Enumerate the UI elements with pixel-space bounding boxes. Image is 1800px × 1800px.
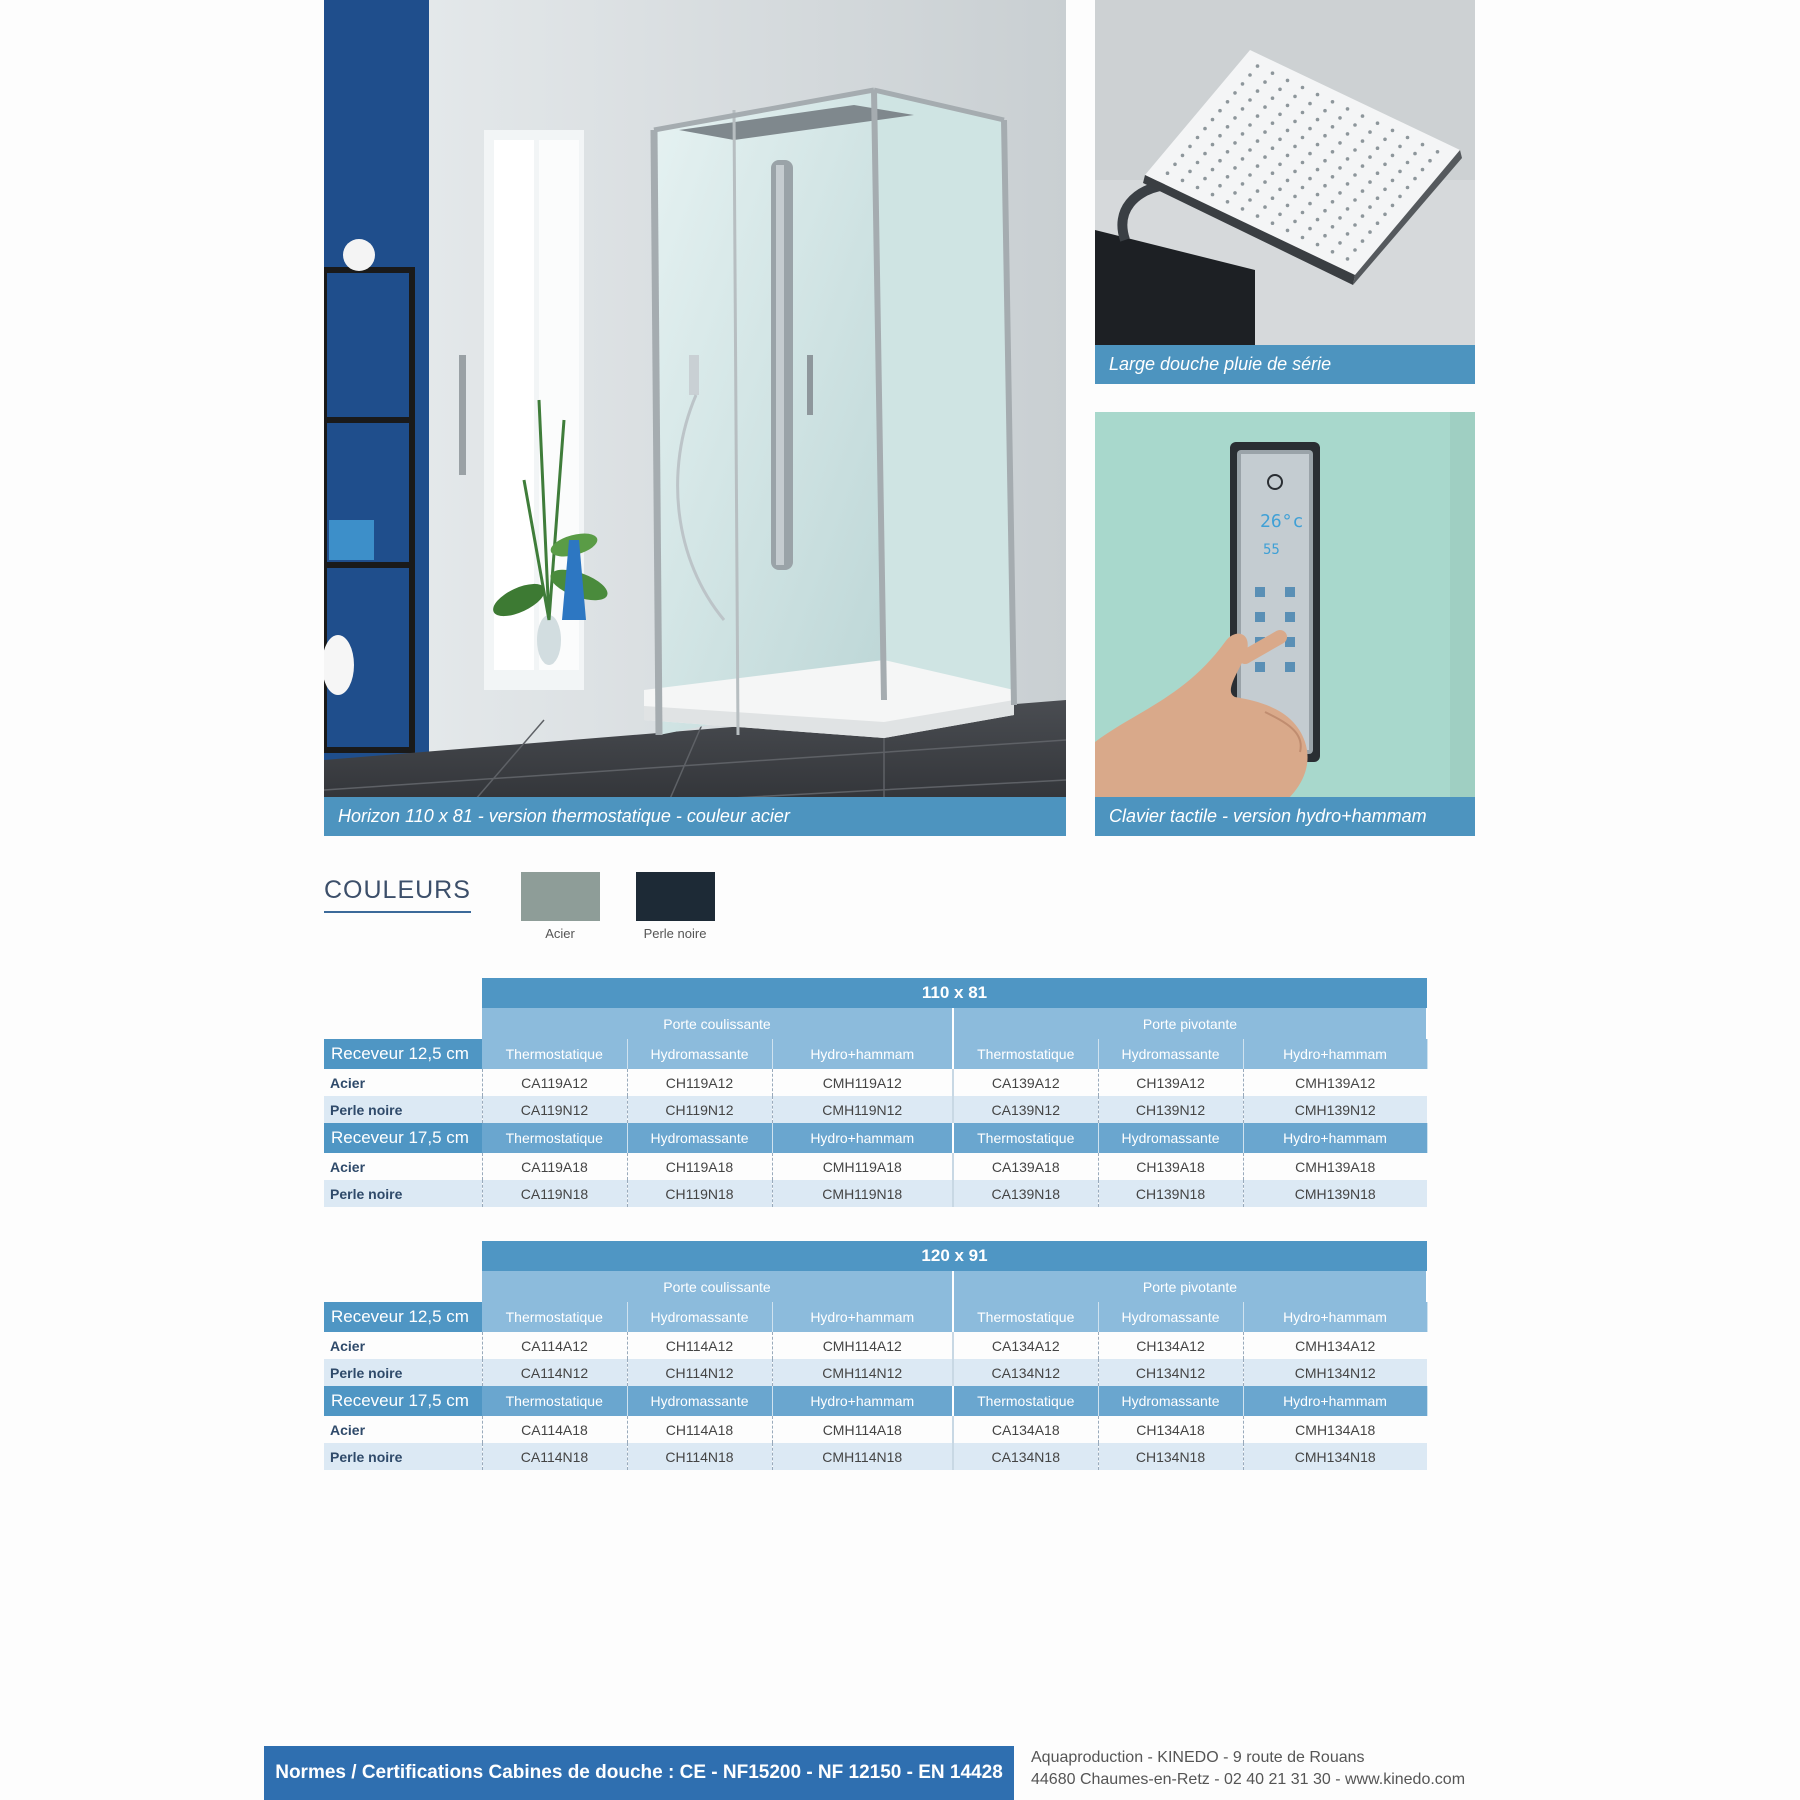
product-code: CA139A18 xyxy=(953,1153,1098,1180)
table-row xyxy=(324,1443,1427,1470)
shower-nozzle-dot xyxy=(1293,170,1297,174)
shower-nozzle-dot xyxy=(1203,152,1207,156)
norms-banner: Normes / Certifications Cabines de douche : CE - NF15200 - NF 12150 - EN 14428 xyxy=(264,1746,1014,1800)
shower-nozzle-dot xyxy=(1301,161,1305,165)
shower-nozzle-dot xyxy=(1376,121,1380,125)
shower-nozzle-dot xyxy=(1391,154,1395,158)
shower-nozzle-dot xyxy=(1166,171,1170,175)
shower-nozzle-dot xyxy=(1301,211,1305,215)
function-header: Hydro+hammam xyxy=(1243,1123,1427,1153)
shower-nozzle-dot xyxy=(1391,179,1395,183)
shower-nozzle-dot xyxy=(1271,121,1275,125)
shower-nozzle-dot xyxy=(1278,188,1282,192)
product-code: CH114A12 xyxy=(627,1332,772,1359)
shower-nozzle-dot xyxy=(1301,186,1305,190)
shower-nozzle-dot xyxy=(1233,141,1237,145)
shower-nozzle-dot xyxy=(1346,107,1350,111)
shower-nozzle-dot xyxy=(1211,193,1215,197)
shower-nozzle-dot xyxy=(1331,125,1335,129)
shower-nozzle-dot xyxy=(1323,184,1327,188)
shower-nozzle-dot xyxy=(1413,152,1417,156)
function-header: Hydromassante xyxy=(1098,1386,1243,1416)
shower-nozzle-dot xyxy=(1188,170,1192,174)
shower-nozzle-dot xyxy=(1353,123,1357,127)
product-code: CH134N18 xyxy=(1098,1443,1243,1470)
shower-nozzle-dot xyxy=(1308,152,1312,156)
door-header-sliding: Porte coulissante xyxy=(482,1271,953,1302)
shower-nozzle-dot xyxy=(1353,173,1357,177)
product-code: CMH139N12 xyxy=(1243,1096,1427,1123)
shower-nozzle-dot xyxy=(1331,100,1335,104)
shower-nozzle-dot xyxy=(1368,230,1372,234)
shower-nozzle-dot xyxy=(1316,93,1320,97)
shower-nozzle-dot xyxy=(1293,120,1297,124)
shower-nozzle-dot xyxy=(1248,98,1252,102)
product-code: CMH119A18 xyxy=(772,1153,953,1180)
product-code: CA114N12 xyxy=(482,1359,627,1386)
shower-nozzle-dot xyxy=(1263,180,1267,184)
swatch-label-perle-noire: Perle noire xyxy=(643,926,707,941)
product-code: CA114N18 xyxy=(482,1443,627,1470)
shower-nozzle-dot xyxy=(1188,145,1192,149)
function-header: Hydro+hammam xyxy=(1243,1039,1427,1069)
product-code: CA119N12 xyxy=(482,1096,627,1123)
shower-nozzle-dot xyxy=(1233,91,1237,95)
rain-shower-head-illustration xyxy=(1095,0,1475,384)
shower-nozzle-dot xyxy=(1308,177,1312,181)
shower-nozzle-dot xyxy=(1241,207,1245,211)
function-header: Hydromassante xyxy=(627,1302,772,1332)
shower-nozzle-dot xyxy=(1346,207,1350,211)
shower-nozzle-dot xyxy=(1271,171,1275,175)
product-code: CA114A12 xyxy=(482,1332,627,1359)
main-product-photo xyxy=(324,0,1066,836)
shower-nozzle-dot xyxy=(1353,148,1357,152)
shower-nozzle-dot xyxy=(1271,221,1275,225)
shower-nozzle-dot xyxy=(1248,173,1252,177)
shower-nozzle-dot xyxy=(1316,218,1320,222)
shower-nozzle-dot xyxy=(1338,166,1342,170)
shower-nozzle-dot xyxy=(1421,168,1425,172)
keypad-time-readout: 55 xyxy=(1263,542,1280,558)
shower-nozzle-dot xyxy=(1361,114,1365,118)
shower-nozzle-dot xyxy=(1368,180,1372,184)
function-header: Thermostatique xyxy=(953,1123,1098,1153)
product-code: CH139N18 xyxy=(1098,1180,1243,1207)
shower-nozzle-dot xyxy=(1293,95,1297,99)
shower-nozzle-dot xyxy=(1376,146,1380,150)
shower-nozzle-dot xyxy=(1361,164,1365,168)
shower-nozzle-dot xyxy=(1346,157,1350,161)
product-code: CMH114A18 xyxy=(772,1416,953,1443)
table-row xyxy=(324,1359,1427,1386)
shower-nozzle-dot xyxy=(1338,191,1342,195)
shower-nozzle-dot xyxy=(1203,127,1207,131)
shower-nozzle-dot xyxy=(1233,116,1237,120)
receiver-label: Receveur 17,5 cm xyxy=(324,1386,482,1416)
table-size-title: 120 x 91 xyxy=(482,1241,1427,1271)
shower-nozzle-dot xyxy=(1286,179,1290,183)
shower-nozzle-dot xyxy=(1286,104,1290,108)
shower-nozzle-dot xyxy=(1398,195,1402,199)
shower-nozzle-dot xyxy=(1368,130,1372,134)
shower-nozzle-dot xyxy=(1233,191,1237,195)
product-code: CH119A12 xyxy=(627,1069,772,1096)
shower-nozzle-dot xyxy=(1226,100,1230,104)
function-header: Hydromassante xyxy=(627,1386,772,1416)
product-code: CA139N12 xyxy=(953,1096,1098,1123)
rain-shower-photo xyxy=(1095,0,1475,384)
function-header: Thermostatique xyxy=(953,1039,1098,1069)
shower-nozzle-dot xyxy=(1256,164,1260,168)
shower-nozzle-dot xyxy=(1241,132,1245,136)
shower-nozzle-dot xyxy=(1301,111,1305,115)
shower-nozzle-dot xyxy=(1203,177,1207,181)
touch-keypad-caption: Clavier tactile - version hydro+hammam xyxy=(1095,797,1475,836)
function-header: Thermostatique xyxy=(953,1386,1098,1416)
shower-nozzle-dot xyxy=(1233,166,1237,170)
shower-nozzle-dot xyxy=(1271,96,1275,100)
shower-nozzle-dot xyxy=(1286,129,1290,133)
table-row xyxy=(324,1180,1427,1207)
shower-nozzle-dot xyxy=(1226,175,1230,179)
shower-nozzle-dot xyxy=(1263,80,1267,84)
address-line-2: 44680 Chaumes-en-Retz - 02 40 21 31 30 - www.kinedo.com xyxy=(1031,1771,1466,1788)
color-label: Acier xyxy=(330,1421,366,1438)
function-header: Hydro+hammam xyxy=(772,1302,953,1332)
shower-nozzle-dot xyxy=(1256,214,1260,218)
shower-nozzle-dot xyxy=(1211,118,1215,122)
shower-nozzle-dot xyxy=(1316,168,1320,172)
product-code: CH139A12 xyxy=(1098,1069,1243,1096)
product-code: CMH139A12 xyxy=(1243,1069,1427,1096)
shower-nozzle-dot xyxy=(1256,64,1260,68)
shower-nozzle-dot xyxy=(1196,186,1200,190)
rain-shower-caption: Large douche pluie de série xyxy=(1095,345,1475,384)
shower-nozzle-dot xyxy=(1271,71,1275,75)
shower-nozzle-dot xyxy=(1338,141,1342,145)
product-code: CA119N18 xyxy=(482,1180,627,1207)
shower-nozzle-dot xyxy=(1286,229,1290,233)
shower-nozzle-dot xyxy=(1398,170,1402,174)
shower-nozzle-dot xyxy=(1406,186,1410,190)
receiver-label: Receveur 12,5 cm xyxy=(324,1039,482,1069)
product-code: CA139N18 xyxy=(953,1180,1098,1207)
shower-nozzle-dot xyxy=(1263,130,1267,134)
color-label: Acier xyxy=(330,1074,366,1091)
product-code: CMH134A18 xyxy=(1243,1416,1427,1443)
product-code: CMH114A12 xyxy=(772,1332,953,1359)
product-code: CA134A12 xyxy=(953,1332,1098,1359)
shower-nozzle-dot xyxy=(1286,79,1290,83)
function-header: Hydromassante xyxy=(1098,1123,1243,1153)
shower-nozzle-dot xyxy=(1338,216,1342,220)
spec-table-120x91 xyxy=(324,1241,1428,1470)
shower-nozzle-dot xyxy=(1226,125,1230,129)
shower-nozzle-dot xyxy=(1383,138,1387,142)
shower-nozzle-dot xyxy=(1211,168,1215,172)
product-code: CMH134A12 xyxy=(1243,1332,1427,1359)
shower-nozzle-dot xyxy=(1316,243,1320,247)
shower-nozzle-dot xyxy=(1181,154,1185,158)
shower-nozzle-dot xyxy=(1241,82,1245,86)
shower-nozzle-dot xyxy=(1271,146,1275,150)
color-label: Perle noire xyxy=(324,1180,482,1207)
shower-nozzle-dot xyxy=(1353,248,1357,252)
receiver-label: Receveur 12,5 cm xyxy=(324,1302,482,1332)
shower-nozzle-dot xyxy=(1196,136,1200,140)
table-size-title: 110 x 81 xyxy=(482,978,1427,1008)
shower-nozzle-dot xyxy=(1361,189,1365,193)
product-code: CMH114N18 xyxy=(772,1443,953,1470)
door-header-pivot: Porte pivotante xyxy=(953,1271,1427,1302)
function-header: Thermostatique xyxy=(482,1123,627,1153)
shower-nozzle-dot xyxy=(1301,236,1305,240)
product-code: CA134A18 xyxy=(953,1416,1098,1443)
function-header: Thermostatique xyxy=(482,1039,627,1069)
function-header: Thermostatique xyxy=(953,1302,1098,1332)
product-code: CA134N18 xyxy=(953,1443,1098,1470)
product-code: CH114A18 xyxy=(627,1416,772,1443)
product-code: CA119A18 xyxy=(482,1153,627,1180)
shower-nozzle-dot xyxy=(1181,179,1185,183)
product-code: CMH139N18 xyxy=(1243,1180,1427,1207)
shower-nozzle-dot xyxy=(1346,232,1350,236)
shower-nozzle-dot xyxy=(1376,196,1380,200)
shower-nozzle-dot xyxy=(1323,134,1327,138)
product-code: CA139A12 xyxy=(953,1069,1098,1096)
shower-nozzle-dot xyxy=(1293,220,1297,224)
shower-nozzle-dot xyxy=(1256,189,1260,193)
shower-nozzle-dot xyxy=(1368,205,1372,209)
product-code: CH119N18 xyxy=(627,1180,772,1207)
spec-table-110x81 xyxy=(324,978,1428,1207)
shower-nozzle-dot xyxy=(1331,200,1335,204)
shower-nozzle-dot xyxy=(1331,175,1335,179)
shower-nozzle-dot xyxy=(1361,139,1365,143)
shower-nozzle-dot xyxy=(1308,227,1312,231)
product-code: CH114N18 xyxy=(627,1443,772,1470)
shower-nozzle-dot xyxy=(1256,114,1260,118)
shower-nozzle-dot xyxy=(1368,155,1372,159)
table-row xyxy=(324,1416,1427,1443)
shower-nozzle-dot xyxy=(1263,205,1267,209)
shower-nozzle-dot xyxy=(1226,150,1230,154)
shower-nozzle-dot xyxy=(1248,198,1252,202)
shower-nozzle-dot xyxy=(1353,198,1357,202)
color-label: Perle noire xyxy=(324,1443,482,1470)
color-label: Perle noire xyxy=(324,1359,482,1386)
shower-nozzle-dot xyxy=(1421,143,1425,147)
color-label: Acier xyxy=(330,1337,366,1354)
product-code: CH139A18 xyxy=(1098,1153,1243,1180)
function-header: Hydro+hammam xyxy=(1243,1386,1427,1416)
shower-nozzle-dot xyxy=(1406,136,1410,140)
shower-nozzle-dot xyxy=(1256,89,1260,93)
touch-keypad-photo xyxy=(1095,412,1475,836)
shower-nozzle-dot xyxy=(1361,239,1365,243)
shower-nozzle-dot xyxy=(1241,182,1245,186)
shower-nozzle-dot xyxy=(1241,107,1245,111)
product-code: CA119A12 xyxy=(482,1069,627,1096)
product-code: CA134N12 xyxy=(953,1359,1098,1386)
product-code: CMH139A18 xyxy=(1243,1153,1427,1180)
shower-nozzle-dot xyxy=(1316,118,1320,122)
shower-nozzle-dot xyxy=(1331,150,1335,154)
product-code: CH134N12 xyxy=(1098,1359,1243,1386)
shower-nozzle-dot xyxy=(1323,109,1327,113)
shower-nozzle-dot xyxy=(1263,105,1267,109)
shower-nozzle-dot xyxy=(1278,138,1282,142)
table-row xyxy=(324,1332,1427,1359)
table-row xyxy=(324,1153,1427,1180)
shower-nozzle-dot xyxy=(1346,132,1350,136)
product-code: CH119N12 xyxy=(627,1096,772,1123)
shower-nozzle-dot xyxy=(1173,163,1177,167)
product-code: CH134A18 xyxy=(1098,1416,1243,1443)
shower-nozzle-dot xyxy=(1271,196,1275,200)
keypad-temp-readout: 26°c xyxy=(1260,511,1304,532)
shower-nozzle-dot xyxy=(1196,161,1200,165)
swatch-acier xyxy=(521,872,600,921)
shower-nozzle-dot xyxy=(1391,129,1395,133)
shower-nozzle-dot xyxy=(1226,200,1230,204)
address-line-1: Aquaproduction - KINEDO - 9 route de Rouans xyxy=(1031,1749,1365,1766)
shower-nozzle-dot xyxy=(1383,213,1387,217)
shower-nozzle-dot xyxy=(1338,241,1342,245)
shower-nozzle-dot xyxy=(1248,123,1252,127)
shower-nozzle-dot xyxy=(1293,145,1297,149)
product-code: CMH134N18 xyxy=(1243,1443,1427,1470)
shower-nozzle-dot xyxy=(1248,148,1252,152)
shower-nozzle-dot xyxy=(1278,163,1282,167)
shower-nozzle-dot xyxy=(1241,157,1245,161)
shower-nozzle-dot xyxy=(1353,223,1357,227)
main-photo-caption: Horizon 110 x 81 - version thermostatique - couleur acier xyxy=(324,797,1066,836)
product-code: CMH114N12 xyxy=(772,1359,953,1386)
shower-nozzle-dot xyxy=(1361,214,1365,218)
shower-nozzle-dot xyxy=(1256,139,1260,143)
shower-nozzle-dot xyxy=(1323,209,1327,213)
shower-nozzle-dot xyxy=(1331,250,1335,254)
shower-nozzle-dot xyxy=(1323,234,1327,238)
color-label: Acier xyxy=(330,1158,366,1175)
shower-nozzle-dot xyxy=(1278,213,1282,217)
function-header: Hydromassante xyxy=(1098,1302,1243,1332)
product-code: CA114A18 xyxy=(482,1416,627,1443)
product-code: CH139N12 xyxy=(1098,1096,1243,1123)
shower-nozzle-dot xyxy=(1308,102,1312,106)
shower-nozzle-dot xyxy=(1278,113,1282,117)
shower-nozzle-dot xyxy=(1218,159,1222,163)
swatch-perle-noire xyxy=(636,872,715,921)
shower-nozzle-dot xyxy=(1218,134,1222,138)
color-label: Perle noire xyxy=(324,1096,482,1123)
function-header: Hydromassante xyxy=(627,1039,772,1069)
couleurs-title: COULEURS xyxy=(324,876,471,913)
shower-nozzle-dot xyxy=(1218,184,1222,188)
door-header-sliding: Porte coulissante xyxy=(482,1008,953,1039)
shower-nozzle-dot xyxy=(1301,86,1305,90)
shower-nozzle-dot xyxy=(1436,150,1440,154)
shower-nozzle-dot xyxy=(1331,225,1335,229)
product-code: CMH119N18 xyxy=(772,1180,953,1207)
shower-nozzle-dot xyxy=(1413,177,1417,181)
shower-nozzle-dot xyxy=(1391,204,1395,208)
shower-nozzle-dot xyxy=(1376,171,1380,175)
product-code: CMH134N12 xyxy=(1243,1359,1427,1386)
table-row xyxy=(324,1096,1427,1123)
table-row xyxy=(324,1069,1427,1096)
shower-nozzle-dot xyxy=(1346,182,1350,186)
shower-nozzle-dot xyxy=(1278,88,1282,92)
shower-nozzle-dot xyxy=(1286,154,1290,158)
function-header: Hydro+hammam xyxy=(772,1039,953,1069)
shower-nozzle-dot xyxy=(1263,155,1267,159)
product-code: CMH119A12 xyxy=(772,1069,953,1096)
function-header: Hydro+hammam xyxy=(772,1123,953,1153)
shower-nozzle-dot xyxy=(1248,73,1252,77)
swatch-label-acier: Acier xyxy=(545,926,575,941)
touch-keypad-illustration xyxy=(1095,412,1475,836)
door-header-pivot: Porte pivotante xyxy=(953,1008,1427,1039)
shower-nozzle-dot xyxy=(1211,143,1215,147)
shower-nozzle-dot xyxy=(1218,109,1222,113)
product-code: CH134A12 xyxy=(1098,1332,1243,1359)
product-code: CMH119N12 xyxy=(772,1096,953,1123)
product-code: CH114N12 xyxy=(627,1359,772,1386)
product-code: CH119A18 xyxy=(627,1153,772,1180)
shower-nozzle-dot xyxy=(1293,195,1297,199)
shower-nozzle-dot xyxy=(1338,116,1342,120)
shower-cabin-illustration xyxy=(324,0,1066,836)
shower-nozzle-dot xyxy=(1428,159,1432,163)
shower-nozzle-dot xyxy=(1383,188,1387,192)
shower-nozzle-dot xyxy=(1346,257,1350,261)
receiver-label: Receveur 17,5 cm xyxy=(324,1123,482,1153)
function-header: Thermostatique xyxy=(482,1302,627,1332)
function-header: Hydro+hammam xyxy=(772,1386,953,1416)
shower-nozzle-dot xyxy=(1376,221,1380,225)
function-header: Thermostatique xyxy=(482,1386,627,1416)
shower-nozzle-dot xyxy=(1383,163,1387,167)
shower-nozzle-dot xyxy=(1316,193,1320,197)
function-header: Hydro+hammam xyxy=(1243,1302,1427,1332)
shower-nozzle-dot xyxy=(1308,202,1312,206)
function-header: Hydromassante xyxy=(1098,1039,1243,1069)
shower-nozzle-dot xyxy=(1323,159,1327,163)
shower-nozzle-dot xyxy=(1301,136,1305,140)
shower-nozzle-dot xyxy=(1286,204,1290,208)
shower-nozzle-dot xyxy=(1406,161,1410,165)
function-header: Hydromassante xyxy=(627,1123,772,1153)
shower-nozzle-dot xyxy=(1308,127,1312,131)
shower-nozzle-dot xyxy=(1398,145,1402,149)
shower-nozzle-dot xyxy=(1316,143,1320,147)
